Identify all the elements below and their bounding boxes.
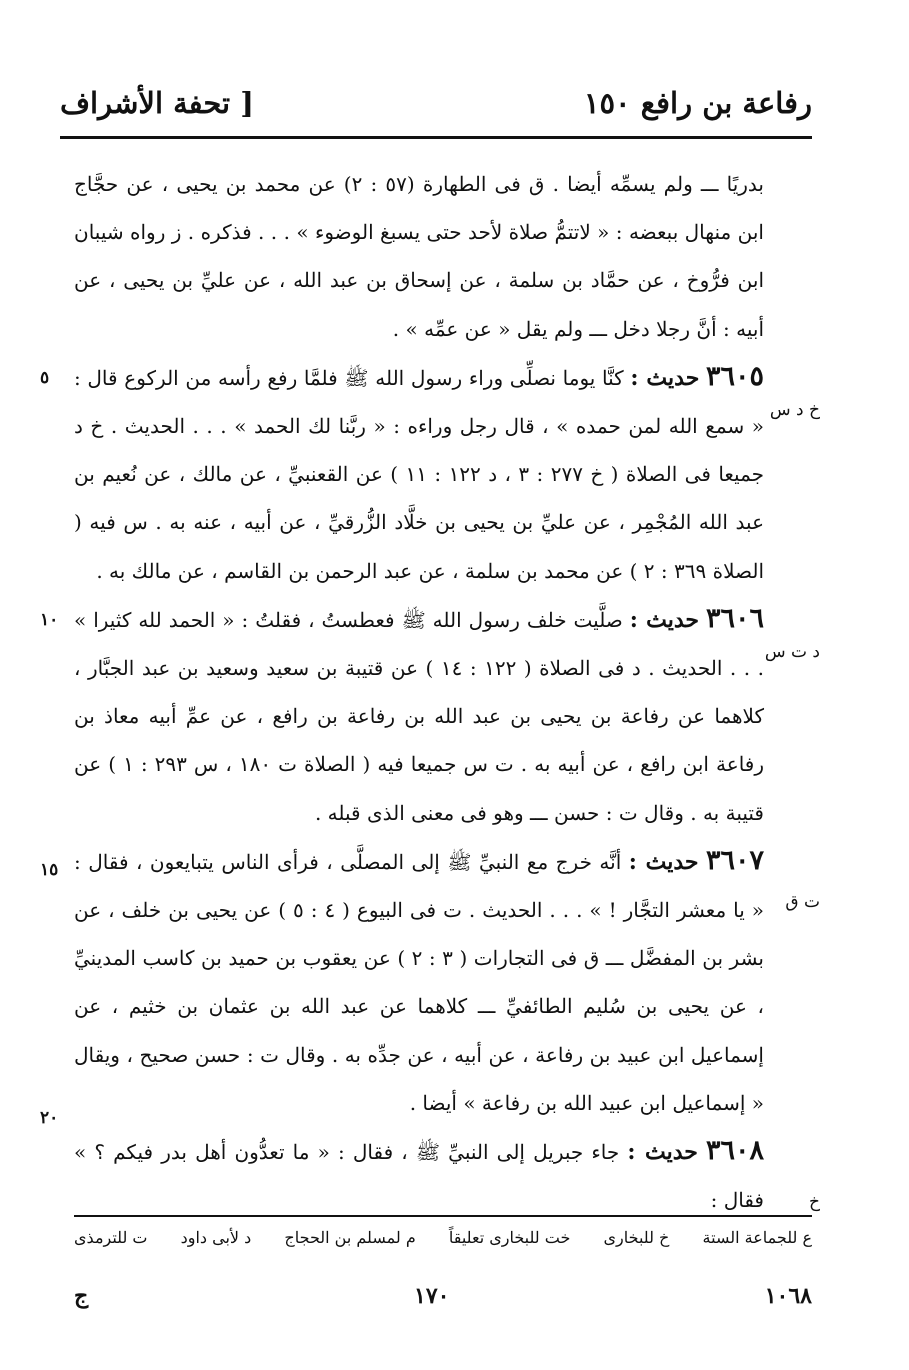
paragraph-intro: [74, 160, 764, 353]
hadith-3605: [74, 353, 764, 595]
hadith-3607: [74, 837, 764, 1127]
abbreviations-key: [74, 1228, 812, 1247]
line-number: ١٥: [40, 860, 59, 880]
abbreviation: ع للجماعة الستة: [702, 1228, 812, 1247]
page-header: [60, 78, 812, 128]
hadith-number: ٣٦٠٥: [705, 360, 764, 392]
hadith-text: كنَّا يوما نصلِّى وراء رسول الله ﷺ فلمَّا رفع رأسه من الركوع قال : « سمع الله لمن حمده » ، قال رجل وراءه : « ربَّنا لك الحمد » . . . الحديث . خ د جميعا فى الصلاة ( خ ٢٧٧ : ٣ ، د ١٢٢ : ١١ ) عن القعنبيِّ ، عن مالك ، عن نُعيم بن عبد الله المُجْمِر ، عن عليِّ بن يحيى بن خلَّاد الزُّرقيِّ ، عن أبيه ، عنه به . س فيه ( الصلاة ٣٦٩ : ٢ ) عن محمد بن سلمة ، عن عبد الرحمن بن القاسم ، عن مالك به .: [74, 365, 765, 583]
hadith-keyword: حديث :: [630, 364, 700, 391]
hadith-number: ٣٦٠٨: [706, 1135, 765, 1167]
page-footer: [74, 1283, 812, 1323]
line-number: ٥: [40, 368, 50, 388]
source-codes: ت ق: [785, 892, 820, 912]
page-number: ١٧٠: [414, 1283, 450, 1309]
source-codes: خ د س: [769, 400, 820, 420]
header-divider: [60, 136, 812, 139]
abbreviation: م لمسلم بن الحجاج: [284, 1228, 416, 1247]
abbreviation: خت للبخارى تعليقاً: [448, 1228, 571, 1247]
abbreviation: خ للبخارى: [603, 1228, 670, 1247]
footnote-divider: [74, 1215, 812, 1217]
source-codes: د ت س: [764, 642, 820, 662]
main-text: [74, 160, 764, 1224]
hadith-number: ٣٦٠٦: [706, 602, 765, 634]
abbreviation: ت للترمذى: [74, 1228, 148, 1247]
hadith-3608: [74, 1127, 764, 1224]
header-right-title: رفاعة بن رافع ١٥٠: [583, 86, 812, 120]
abbreviation: د لأبى داود: [180, 1228, 252, 1247]
hadith-text: جاء جبريل إلى النبيِّ ﷺ ، فقال : « ما تعدُّون أهل بدر فيكم ؟ » فقال :: [74, 1140, 764, 1213]
page-total: ١٠٦٨: [764, 1283, 812, 1309]
hadith-keyword: حديث :: [628, 848, 699, 875]
hadith-text: صلَّيت خلف رسول الله ﷺ فعطستُ ، فقلتُ : « الحمد لله كثيرا » . . . الحديث . د فى الصلاة ( ١٢٢ : ١٤ ) عن قتيبة بن سعيد وسعيد بن عبد الجبَّار ، كلاهما عن رفاعة بن يحيى بن عبد الله بن رفاعة بن رافع ، عن عمِّ أبيه معاذ بن رفاعة ابن رافع ، عن أبيه به . ت س جميعا فيه ( الصلاة ت ١٨٠ ، س ٢٩٣ : ١ ) عن قتيبة به . وقال ت : حسن ـــ وهو فى معنى الذى قبله .: [74, 607, 765, 825]
hadith-keyword: حديث :: [629, 606, 700, 633]
hadith-number: ٣٦٠٧: [706, 844, 765, 876]
hadith-text: أنَّه خرج مع النبيِّ ﷺ إلى المصلَّى ، فرأى الناس يتبايعون ، فقال : « يا معشر التجَّار ! » . . . الحديث . ت فى البيوع ( ٤ : ٥ ) عن يحيى بن خلف ، عن بشر بن المفضَّل ـــ ق فى التجارات ( ٣ : ٢ ) عن يعقوب بن حميد بن كاسب المدينيِّ ، عن يحيى بن سُليم الطائفيِّ ـــ كلاهما عن عبد الله بن عثمان بن خثيم ، عن إسماعيل ابن عبيد بن رفاعة ، عن أبيه ، عن جدِّه به . وقال ت : حسن صحيح ، ويقال « إسماعيل ابن عبيد الله بن رفاعة » أيضا .: [74, 849, 764, 1115]
paragraph-text: بدريًا ـــ ولم يسمِّه أيضا . ق فى الطهارة (٥٧ : ٢) عن محمد بن يحيى ، عن حجَّاج ابن منهال ببعضه : « لاتتمُّ صلاة لأحد حتى يسبغ الوضوء » . . . فذكره . ز رواه شيبان ابن فرُّوخ ، عن حمَّاد بن سلمة ، عن إسحاق بن عبد الله ، عن عليِّ بن يحيى ، عن أبيه : أنَّ رجلا دخل ـــ ولم يقل « عن عمِّه » .: [74, 172, 765, 341]
line-number: ١٠: [40, 610, 59, 630]
hadith-keyword: حديث :: [627, 1139, 698, 1166]
line-number: ٢٠: [40, 1108, 59, 1128]
source-codes: خ: [809, 1192, 820, 1212]
hadith-3606: [74, 595, 764, 837]
header-left-title: [ تحفة الأشراف: [60, 86, 254, 120]
volume-mark: ج: [74, 1283, 89, 1309]
